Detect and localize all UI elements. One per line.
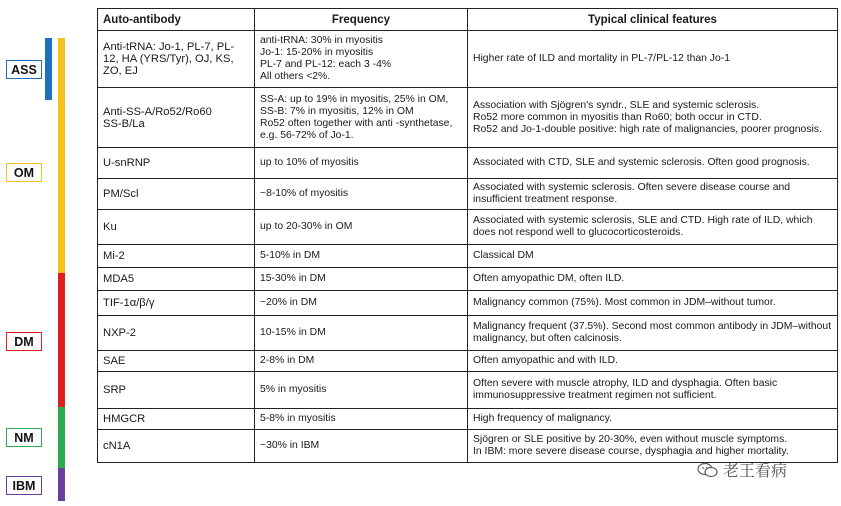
features-cell: Classical DM <box>468 245 838 268</box>
frequency-cell: ~20% in DM <box>255 291 468 316</box>
dm-bar <box>58 273 65 407</box>
table-row <box>98 351 838 372</box>
features-cell: Malignancy common (75%). Most common in JDM–without tumor. <box>468 291 838 316</box>
antibody-cell: Ku <box>98 210 255 245</box>
features-cell: Associated with systemic sclerosis. Often severe disease course and insufficient treatment response. <box>468 179 838 210</box>
antibody-cell: SAE <box>98 351 255 372</box>
frequency-cell: ~30% in IBM <box>255 430 468 463</box>
antibody-cell: Anti-tRNA: Jo-1, PL-7, PL-12, HA (YRS/Tyr), OJ, KS, ZO, EJ <box>98 31 255 88</box>
frequency-cell: 2-8% in DM <box>255 351 468 372</box>
table-row <box>98 210 838 245</box>
frequency-cell: 5% in myositis <box>255 372 468 409</box>
watermark <box>697 458 787 481</box>
features-cell: High frequency of malignancy. <box>468 409 838 430</box>
header-frequency: Frequency <box>255 9 468 31</box>
table-header-row <box>98 9 838 31</box>
frequency-cell: 5-8% in myositis <box>255 409 468 430</box>
antibody-cell: Anti-SS-A/Ro52/Ro60 SS-B/La <box>98 88 255 148</box>
frequency-cell: up to 20-30% in OM <box>255 210 468 245</box>
table-row <box>98 31 838 88</box>
antibody-cell: cN1A <box>98 430 255 463</box>
category-ass: ASS <box>6 60 42 79</box>
table-row <box>98 316 838 351</box>
features-cell: Associated with CTD, SLE and systemic sclerosis. Often good prognosis. <box>468 148 838 179</box>
table-row <box>98 88 838 148</box>
table-row <box>98 291 838 316</box>
antibody-cell: SRP <box>98 372 255 409</box>
features-cell: Often severe with muscle atrophy, ILD and dysphagia. Often basic immunosuppressive treatment regimen not sufficient. <box>468 372 838 409</box>
wechat-icon <box>697 462 719 478</box>
frequency-cell: SS-A: up to 19% in myositis, 25% in OM, SS-B: 7% in myositis, 12% in OM Ro52 often together with anti -synthetase, e.g. 56-72% of Jo-1. <box>255 88 468 148</box>
om-bar <box>58 38 65 273</box>
category-dm: DM <box>6 332 42 351</box>
antibody-cell: MDA5 <box>98 268 255 291</box>
frequency-cell: ~8-10% of myositis <box>255 179 468 210</box>
antibody-cell: NXP-2 <box>98 316 255 351</box>
features-cell: Associated with systemic sclerosis, SLE and CTD. High rate of ILD, which does not respond well to glucocorticosteroids. <box>468 210 838 245</box>
antibody-cell: PM/Scl <box>98 179 255 210</box>
category-om: OM <box>6 163 42 182</box>
frequency-cell: 15-30% in DM <box>255 268 468 291</box>
ass-bar <box>45 38 52 100</box>
autoantibody-table <box>97 8 838 463</box>
features-cell: Sjögren or SLE positive by 20-30%, even without muscle symptoms. In IBM: more severe disease course, dysphagia and higher mortality. <box>468 430 838 463</box>
ibm-bar <box>58 468 65 501</box>
table-row <box>98 268 838 291</box>
antibody-cell: HMGCR <box>98 409 255 430</box>
category-ibm: IBM <box>6 476 42 495</box>
frequency-cell: up to 10% of myositis <box>255 148 468 179</box>
features-cell: Malignancy frequent (37.5%). Second most common antibody in JDM–without malignancy, but often calcinosis. <box>468 316 838 351</box>
frequency-cell: 10-15% in DM <box>255 316 468 351</box>
watermark-text: 老王看病 <box>723 463 788 480</box>
frequency-cell: 5-10% in DM <box>255 245 468 268</box>
antibody-cell: TIF-1α/β/γ <box>98 291 255 316</box>
features-cell: Association with Sjögren's syndr., SLE and systemic sclerosis. Ro52 more common in myositis than Ro60; both occur in CTD. Ro52 and Jo-1-double positive: high rate of malignancies, poorer prognosis. <box>468 88 838 148</box>
table-row <box>98 409 838 430</box>
frequency-cell: anti-tRNA: 30% in myositis Jo-1: 15-20% in myositis PL-7 and PL-12: each 3 -4% All others <2%. <box>255 31 468 88</box>
features-cell: Higher rate of ILD and mortality in PL-7/PL-12 than Jo-1 <box>468 31 838 88</box>
antibody-cell: Mi-2 <box>98 245 255 268</box>
category-nm: NM <box>6 428 42 447</box>
antibody-cell: U-snRNP <box>98 148 255 179</box>
table-row <box>98 148 838 179</box>
header-antibody: Auto-antibody <box>98 9 255 31</box>
features-cell: Often amyopathic and with ILD. <box>468 351 838 372</box>
table-row <box>98 179 838 210</box>
header-features: Typical clinical features <box>468 9 838 31</box>
table-row <box>98 245 838 268</box>
features-cell: Often amyopathic DM, often ILD. <box>468 268 838 291</box>
nm-bar <box>58 407 65 468</box>
table-row <box>98 372 838 409</box>
